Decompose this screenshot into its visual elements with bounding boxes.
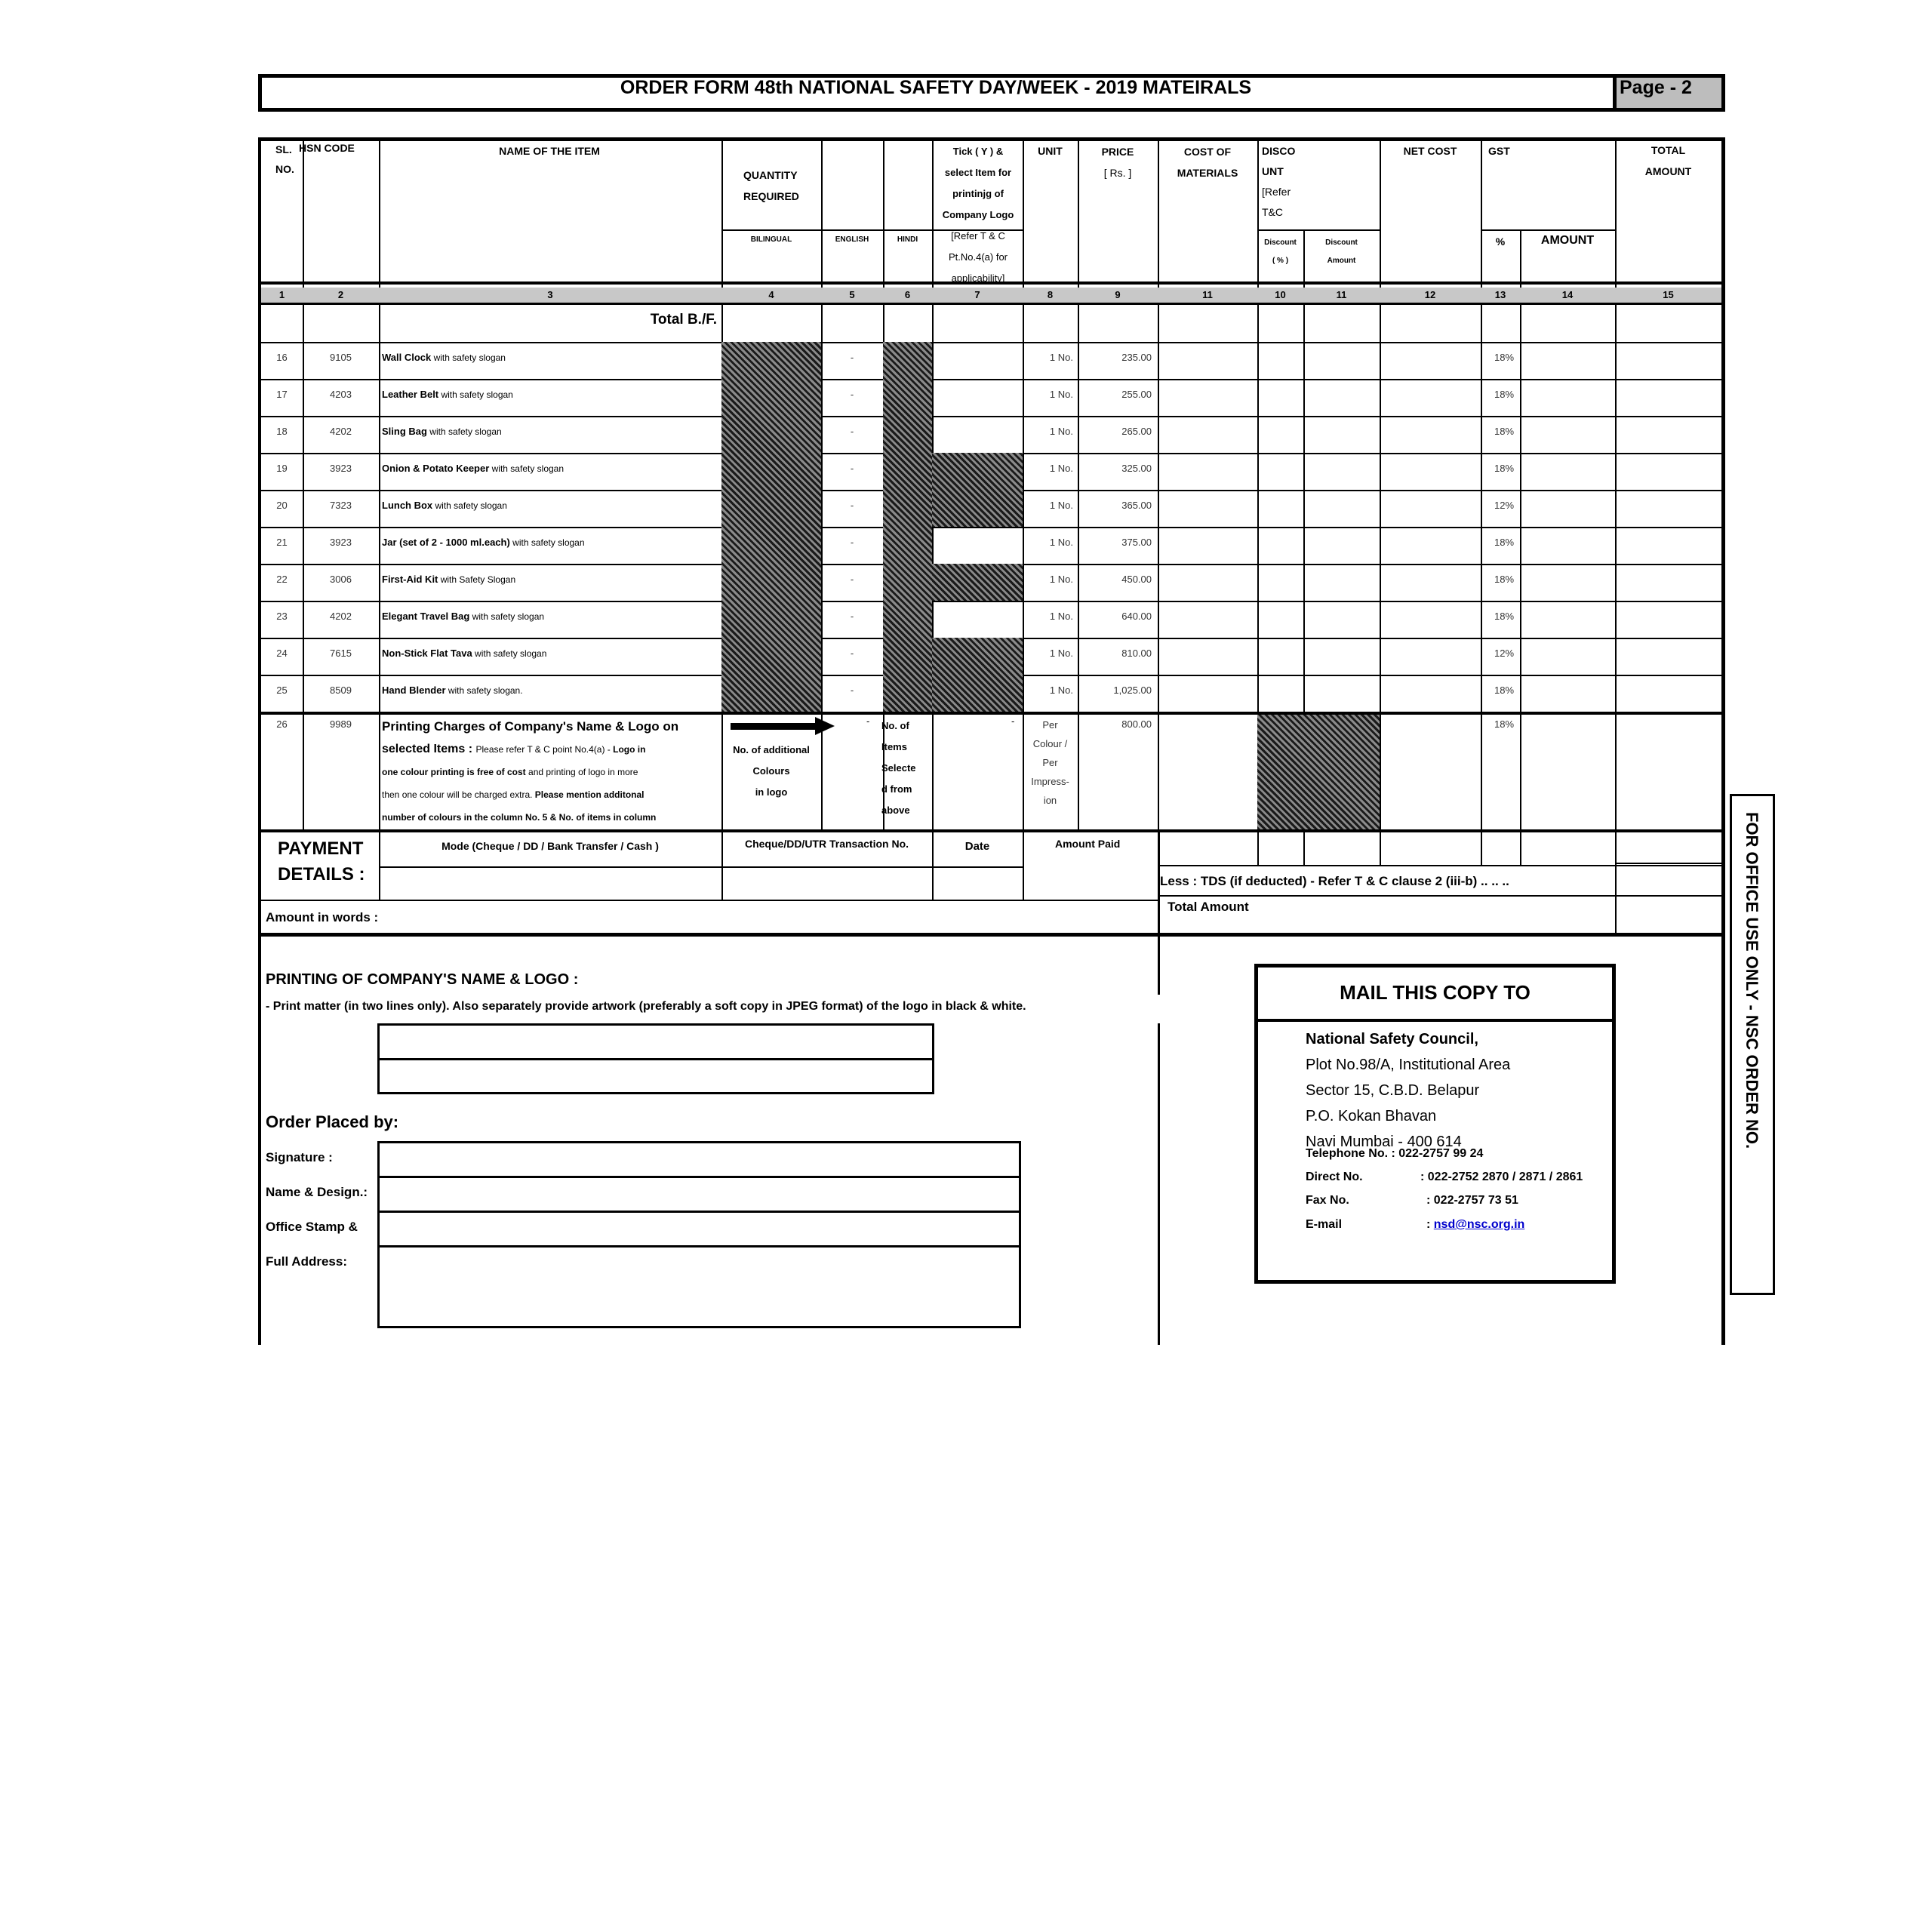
item-name-bold: Wall Clock [382,352,432,363]
item-sl-no: 18 [276,426,288,437]
full-address-input[interactable] [377,1245,1021,1328]
item-row-line [261,416,1721,417]
column-number: 15 [1663,289,1674,300]
item-english-qty: - [850,463,854,474]
item-gst-pct: 18% [1494,685,1515,696]
item-name-bold: Lunch Box [382,500,433,511]
item-sl-no: 25 [276,685,288,696]
item-english-qty: - [850,352,854,363]
item-name [382,537,585,548]
item-hsn-code: 7323 [330,500,352,511]
printing-charges-description: Printing Charges of Company's Name & Logo on selected Items : Please refer T & C point No.4(a) - Logo in one colour printing is free of cost and printing of logo in more then one colour will be charged extra. Please mention additonal number of colours in the column No. 5 & No. of items in column [382,719,679,823]
header-total-amount: TOTAL AMOUNT [1644,144,1692,177]
discount-na-hatch [1257,715,1380,829]
hindi-na-hatch [883,342,932,712]
cheque-no-input[interactable] [721,866,932,900]
header-sl-no: SL. NO. [275,143,294,175]
arrow-right-icon [731,717,836,735]
header-item-name: NAME OF THE ITEM [499,145,600,157]
items-selected-label: No. of Items Selecte d from above [881,720,916,816]
printing-row-hsn: 9989 [330,718,352,730]
header-hsn-code: HSN CODE [299,142,355,154]
header-cost-of-materials: COST OF MATERIALS [1177,146,1238,179]
item-english-qty: - [850,500,854,511]
item-english-qty: - [850,389,854,400]
item-price: 365.00 [1121,500,1152,511]
item-name [382,611,544,622]
item-description: with safety slogan [489,463,565,474]
item-name-bold: Non-Stick Flat Tava [382,648,472,659]
page-number: Page - 2 [1620,77,1692,98]
page-title: ORDER FORM 48th NATIONAL SAFETY DAY/WEEK - 2019 MATEIRALS [620,77,1252,98]
bilingual-na-hatch [721,342,821,712]
item-name [382,389,513,400]
item-english-qty: - [850,648,854,659]
item-name-bold: Elegant Travel Bag [382,611,470,622]
office-stamp-input[interactable] [377,1211,1021,1247]
item-description: with safety slogan [469,611,545,622]
printing-row-bottom-border [261,829,1721,832]
item-gst-pct: 12% [1494,648,1515,659]
item-name-bold: Hand Blender [382,685,446,696]
pay-col-total [1615,832,1617,934]
column-number: 2 [337,289,344,300]
printing-dash-english: - [866,715,870,727]
total-brought-forward-label: Total B./F. [650,312,717,328]
payment-mode-input[interactable] [379,866,721,900]
item-sl-no: 23 [276,611,288,622]
column-number: 9 [1115,289,1121,300]
pay-col-disc-amt [1303,832,1305,866]
item-description: with Safety Slogan [438,574,516,585]
printing-logo-heading: PRINTING OF COMPANY'S NAME & LOGO : [266,971,579,988]
col-english-sub [821,229,823,231]
column-number: 12 [1424,289,1436,300]
item-sl-no: 19 [276,463,288,474]
name-design-input[interactable] [377,1176,1021,1212]
item-name [382,352,506,363]
amount-paid-input[interactable] [1023,866,1158,900]
item-unit: 1 No. [1049,463,1073,474]
item-gst-pct: 12% [1494,500,1515,511]
col-gst-amt [1520,229,1521,829]
office-stamp-label: Office Stamp & [266,1220,358,1234]
item-unit: 1 No. [1049,389,1073,400]
item-row-line [261,527,1721,528]
item-price: 810.00 [1121,648,1152,659]
column-number: 11 [1202,289,1213,300]
item-gst-pct: 18% [1494,463,1515,474]
item-unit: 1 No. [1049,648,1073,659]
item-unit: 1 No. [1049,537,1073,548]
item-unit: 1 No. [1049,685,1073,696]
item-gst-pct: 18% [1494,574,1515,585]
item-unit: 1 No. [1049,611,1073,622]
item-price: 325.00 [1121,463,1152,474]
item-price: 265.00 [1121,426,1152,437]
cheque-no-label: Cheque/DD/UTR Transaction No. [744,838,909,850]
item-hsn-code: 8509 [330,685,352,696]
payment-details-label: PAYMENT DETAILS : [278,838,365,884]
item-gst-pct: 18% [1494,426,1515,437]
order-placed-by-heading: Order Placed by: [266,1112,399,1131]
item-name [382,463,564,474]
printing-row-sl: 26 [276,718,288,730]
item-name [382,426,502,437]
header-net-cost: NET COST [1403,145,1457,157]
header-discount: DISCO UNT [Refer T&C [1262,145,1296,218]
amount-paid-label: Amount Paid [1055,838,1121,850]
item-description: with safety slogan [438,389,513,400]
item-hsn-code: 3006 [330,574,352,585]
table-right-border [1721,137,1725,1345]
item-description: with safety slogan [426,426,502,437]
pay-col-gst-amt [1520,832,1521,866]
item-description: with safety slogan. [445,685,523,696]
colnum-bottom-border [261,303,1721,305]
table-left-border [258,137,261,1345]
office-use-label: FOR OFFICE USE ONLY - NSC ORDER NO. [1743,812,1761,1149]
mail-copy-heading: MAIL THIS COPY TO [1340,981,1531,1004]
item-description: with safety slogan [472,648,547,659]
signature-input[interactable] [377,1141,1021,1177]
mail-box-divider [1254,1019,1616,1022]
items-bottom-border [261,712,1721,715]
item-hsn-code: 3923 [330,463,352,474]
item-gst-pct: 18% [1494,389,1515,400]
tick-na-hatch-22 [932,564,1023,601]
item-price: 1,025.00 [1113,685,1152,696]
item-row-line [261,601,1721,602]
email-value: : nsd@nsc.org.in [1426,1218,1525,1231]
email-label: E-mail [1306,1218,1343,1231]
item-description: with safety slogan [509,537,585,548]
item-english-qty: - [850,685,854,696]
header-tick-select: Tick ( Y ) & select Item for printinjg of Company Logo [Refer T & C Pt.No.4(a) for applicability] [942,146,1014,284]
tick-na-hatch-24-25 [932,638,1023,712]
amount-in-words-input[interactable] [392,903,1155,931]
item-price: 255.00 [1121,389,1152,400]
column-number: 14 [1561,289,1574,300]
item-name-bold: Leather Belt [382,389,439,400]
printing-logo-note: - Print matter (in two lines only). Also separately provide artwork (preferably a soft copy in JPEG format) of the logo in black & white. [266,1000,1026,1013]
column-number: 11 [1336,289,1347,300]
pay-col-disc [1257,832,1259,866]
header-gst-amount: AMOUNT [1540,234,1595,247]
additional-colours-label: No. of additional Colours in logo [733,744,810,798]
header-discount-amount: Discount Amount [1325,238,1358,265]
item-english-qty: - [850,611,854,622]
pay-col-gst [1481,832,1482,866]
header-unit: UNIT [1038,145,1063,157]
header-gst-pct: % [1495,235,1506,248]
column-number: 13 [1494,289,1506,300]
item-price: 375.00 [1121,537,1152,548]
item-english-qty: - [850,426,854,437]
signature-label: Signature : [266,1150,333,1164]
item-hsn-code: 4203 [330,389,352,400]
item-price: 450.00 [1121,574,1152,585]
item-unit: 1 No. [1049,500,1073,511]
item-sl-no: 16 [276,352,288,363]
item-hsn-code: 4202 [330,611,352,622]
tds-label: Less : TDS (if deducted) - Refer T & C clause 2 (iii-b) .. .. .. [1160,874,1509,888]
item-name [382,500,507,511]
item-gst-pct: 18% [1494,537,1515,548]
item-gst-pct: 18% [1494,352,1515,363]
payment-date-label: Date [964,840,990,853]
item-english-qty: - [850,574,854,585]
col-total [1615,140,1617,829]
full-address-label: Full Address: [266,1254,347,1269]
tick-na-hatch-19-20 [932,453,1023,527]
col-cost [1158,140,1159,829]
telephone-number: Telephone No. : 022-2757 99 24 [1306,1147,1484,1160]
item-name [382,574,515,585]
printing-gst: 18% [1494,718,1515,730]
item-hsn-code: 3923 [330,537,352,548]
item-name [382,648,546,659]
header-price: PRICE [ Rs. ] [1101,146,1134,179]
column-number: 1 [278,289,285,300]
border-gap [1155,995,1164,1023]
discount-subheader-line [1257,229,1380,231]
item-description: with safety slogan [431,352,506,363]
item-sl-no: 24 [276,648,288,659]
item-name-bold: Sling Bag [382,426,427,437]
total-top-line [1158,895,1721,897]
column-number: 4 [768,289,774,300]
header-english: ENGLISH [835,235,869,244]
header-discount-pct: Discount ( % ) [1264,238,1297,265]
gst-subheader-line [1481,229,1615,231]
amount-in-words-label: Amount in words : [266,910,379,924]
print-matter-line-2-input[interactable] [377,1058,934,1094]
item-row-line [261,379,1721,380]
column-number: 3 [547,289,553,300]
column-number: 8 [1047,289,1054,300]
item-hsn-code: 7615 [330,648,352,659]
item-sl-no: 17 [276,389,288,400]
header-gst: GST [1488,145,1510,157]
column-number: 5 [849,289,855,300]
item-sl-no: 21 [276,537,288,548]
name-design-label: Name & Design.: [266,1185,368,1199]
direct-no-label: Direct No. [1306,1171,1363,1183]
item-unit: 1 No. [1049,352,1073,363]
item-hsn-code: 9105 [330,352,352,363]
item-price: 640.00 [1121,611,1152,622]
tds-top-line [1158,865,1721,866]
column-number: 6 [904,289,911,300]
item-price: 235.00 [1121,352,1152,363]
total-amount-label: Total Amount [1168,900,1249,914]
pay-col-net [1380,832,1381,866]
column-number: 7 [974,289,980,300]
printing-dash-tick: - [1011,715,1015,727]
pay-col-right-section [1158,832,1160,1345]
item-name-bold: First-Aid Kit [382,574,438,585]
item-gst-pct: 18% [1494,611,1515,622]
printing-unit: Per Colour / Per Impress- ion [1031,719,1069,806]
header-bilingual: BILINGUAL [750,235,792,244]
item-name-bold: Onion & Potato Keeper [382,463,490,474]
header-hindi: HINDI [897,235,918,244]
direct-no-value: : 022-2752 2870 / 2871 / 2861 [1420,1171,1583,1183]
total-col-line [1615,863,1721,864]
payment-bottom-border [261,933,1721,937]
item-row-line [261,342,1721,343]
item-name [382,685,523,696]
nsc-address-block: National Safety Council, Plot No.98/A, Institutional Area Sector 15, C.B.D. Belapur P.O. Kokan Bhavan Navi Mumbai - 400 614 [1306,1031,1511,1150]
header-quantity: QUANTITY REQUIRED [743,169,799,202]
payment-mode-label: Mode (Cheque / DD / Bank Transfer / Cash ) [441,840,659,852]
payment-date-input[interactable] [932,866,1023,900]
col-hindi-sub [883,229,884,231]
item-hsn-code: 4202 [330,426,352,437]
item-unit: 1 No. [1049,426,1073,437]
item-english-qty: - [850,537,854,548]
fax-no-value: : 022-2757 73 51 [1426,1194,1518,1207]
item-name-bold: Jar (set of 2 - 1000 ml.each) [382,537,510,548]
item-sl-no: 22 [276,574,288,585]
print-matter-line-1-input[interactable] [377,1023,934,1060]
email-link[interactable]: nsd@nsc.org.in [1433,1218,1525,1231]
col-item [379,140,380,829]
fax-no-label: Fax No. [1306,1194,1349,1207]
item-unit: 1 No. [1049,574,1073,585]
item-description: with safety slogan [432,500,507,511]
printing-price: 800.00 [1121,718,1152,730]
item-sl-no: 20 [276,500,288,511]
column-number: 10 [1275,289,1286,300]
col-net [1380,140,1381,829]
